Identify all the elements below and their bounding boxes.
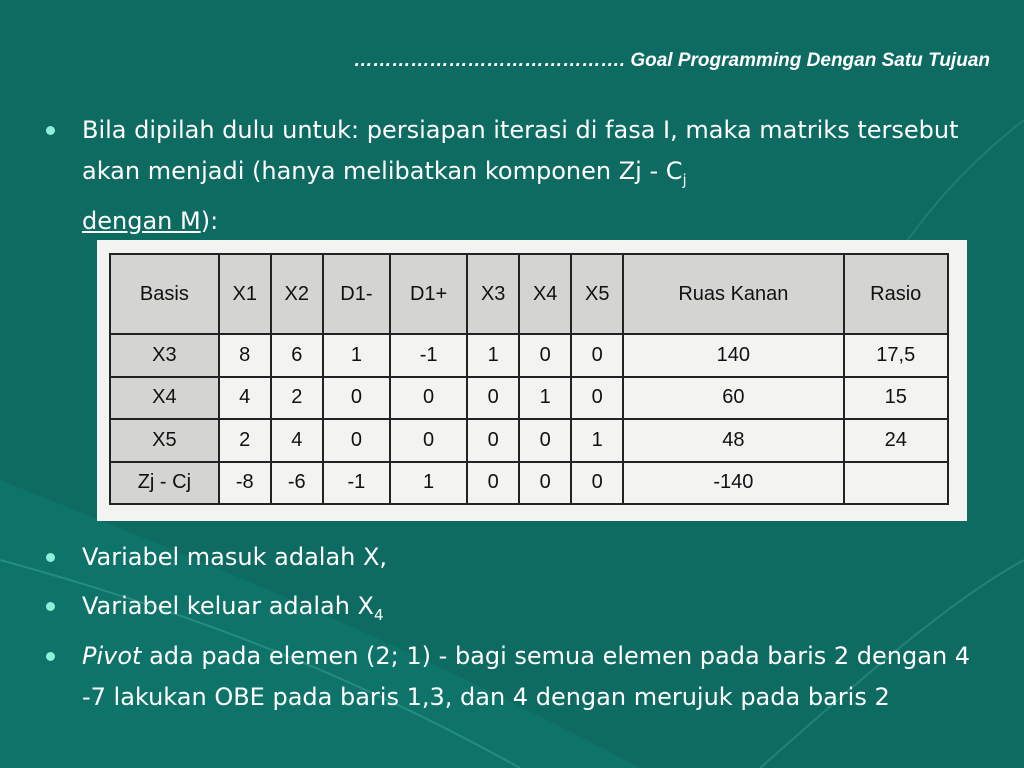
table-cell: 6 xyxy=(271,334,323,377)
table-cell: 1 xyxy=(390,462,467,505)
table-cell: 1 xyxy=(323,334,390,377)
slide-header: ……………………………………. Goal Programming Dengan Satu Tujuan xyxy=(353,50,990,71)
table-cell: 24 xyxy=(844,419,949,462)
bullet-intro-text: Bila dipilah dulu untuk: persiapan iterasi di fasa I, maka matriks tersebut akan menjadi (hanya melibatkan komponen Zj - $C_j$ dengan M): xyxy=(82,116,959,235)
col-header: Rasio xyxy=(844,254,949,334)
table-cell: 0 xyxy=(519,419,571,462)
table-cell: -1 xyxy=(390,334,467,377)
table-cell: 0 xyxy=(467,462,519,505)
table-cell: -8 xyxy=(219,462,271,505)
bullet-dot-icon xyxy=(46,652,55,661)
table-cell: 15 xyxy=(844,377,949,420)
simplex-table xyxy=(109,253,949,505)
col-header: Basis xyxy=(110,254,219,334)
table-cell: 1 xyxy=(571,419,623,462)
table-cell: 140 xyxy=(623,334,843,377)
col-header: X5 xyxy=(571,254,623,334)
table-cell: 48 xyxy=(623,419,843,462)
table-row xyxy=(110,377,948,420)
table-cell: 0 xyxy=(571,377,623,420)
table-cell: -140 xyxy=(623,462,843,505)
col-header: Ruas Kanan xyxy=(623,254,843,334)
table-cell: 8 xyxy=(219,334,271,377)
simplex-table-panel xyxy=(97,240,967,521)
table-cell: 1 xyxy=(467,334,519,377)
col-header: X2 xyxy=(271,254,323,334)
table-cell: -6 xyxy=(271,462,323,505)
table-cell: 0 xyxy=(323,419,390,462)
table-cell: 1 xyxy=(519,377,571,420)
table-cell: 2 xyxy=(271,377,323,420)
table-cell: 60 xyxy=(623,377,843,420)
table-cell: X3 xyxy=(110,334,219,377)
bullet-entering-text: Variabel masuk adalah X, xyxy=(82,543,388,571)
table-cell: 2 xyxy=(219,419,271,462)
table-cell xyxy=(844,462,949,505)
bullet-dot-icon xyxy=(46,602,55,611)
table-row xyxy=(110,419,948,462)
table-cell: 4 xyxy=(219,377,271,420)
table-cell: 0 xyxy=(571,462,623,505)
table-cell: X5 xyxy=(110,419,219,462)
table-cell: Zj - Cj xyxy=(110,462,219,505)
table-cell: 0 xyxy=(390,377,467,420)
table-cell: X4 xyxy=(110,377,219,420)
table-cell: 0 xyxy=(519,334,571,377)
table-cell: 0 xyxy=(571,334,623,377)
table-cell: 0 xyxy=(519,462,571,505)
table-cell: -1 xyxy=(323,462,390,505)
col-header: D1- xyxy=(323,254,390,334)
col-header: X4 xyxy=(519,254,571,334)
bullet-dot-icon xyxy=(46,553,55,562)
table-cell: 4 xyxy=(271,419,323,462)
table-cell: 17,5 xyxy=(844,334,949,377)
table-cell: 0 xyxy=(467,419,519,462)
table-cell: 0 xyxy=(390,419,467,462)
table-cell: 0 xyxy=(323,377,390,420)
bullet-dot-icon xyxy=(46,126,55,135)
table-row xyxy=(110,334,948,377)
bullet-leaving-text: Variabel keluar adalah $X_4$ xyxy=(82,592,384,624)
col-header: X3 xyxy=(467,254,519,334)
bullet-pivot-text: Pivot ada pada elemen (2; 1) - bagi semua elemen pada baris 2 dengan 4 -7 lakukan OBE pada baris 1,3, dan 4 dengan merujuk pada baris 2 xyxy=(82,642,971,711)
table-cell: 0 xyxy=(467,377,519,420)
table-header-row xyxy=(110,254,948,334)
col-header: X1 xyxy=(219,254,271,334)
table-row xyxy=(110,462,948,505)
col-header: D1+ xyxy=(390,254,467,334)
